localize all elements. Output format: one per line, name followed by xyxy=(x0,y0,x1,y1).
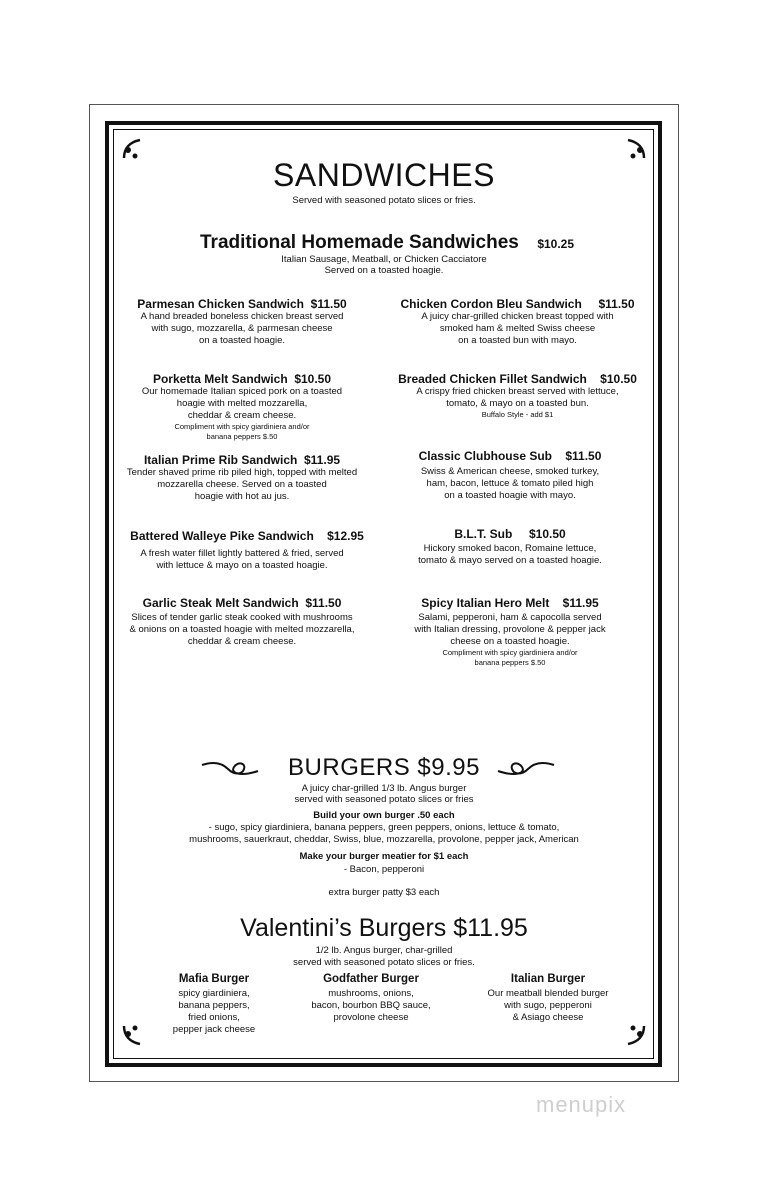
item-note-line: Compliment with spicy giardiniera and/or xyxy=(442,648,578,657)
menu-item-battered-walleye xyxy=(112,529,382,572)
flourish-top-left-icon xyxy=(120,136,146,162)
item-name: Spicy Italian Hero Melt xyxy=(421,596,550,610)
build-your-own-line2: mushrooms, sauerkraut, cheddar, Swiss, blue, mozzarella, provolone, pepper jack, American xyxy=(189,834,579,845)
traditional-heading xyxy=(200,232,574,254)
item-desc-line: tomato, & mayo on a toasted bun. xyxy=(446,398,589,409)
menu-item-chicken-cordon-bleu xyxy=(385,297,650,347)
item-price: $10.50 xyxy=(528,527,566,541)
burger-desc-line: pepper jack cheese xyxy=(172,1024,256,1035)
sandwiches-subtitle: Served with seasoned potato slices or fries. xyxy=(292,195,476,206)
burger-desc-line: provolone cheese xyxy=(333,1012,409,1023)
item-desc-line: tomato & mayo served on a toasted hoagie. xyxy=(418,555,602,566)
valentini-title: Valentini’s Burgers $11.95 xyxy=(240,914,528,942)
burgers-line2: served with seasoned potato slices or fries xyxy=(294,794,474,805)
item-note-line: banana peppers $.50 xyxy=(474,658,546,667)
burger-desc-line: with sugo, pepperoni xyxy=(504,1000,592,1011)
item-desc-line: hoagie with melted mozzarella, xyxy=(176,398,308,409)
burger-name: Godfather Burger xyxy=(323,973,419,985)
burgers-line1: A juicy char-grilled 1/3 lb. Angus burger xyxy=(301,783,467,794)
meatier-title: Make your burger meatier for $1 each xyxy=(299,851,469,862)
item-desc-line: on a toasted hoagie. xyxy=(198,335,286,346)
flourish-top-right-icon xyxy=(622,136,648,162)
burger-desc-line: mushrooms, onions, xyxy=(328,988,414,999)
burger-desc-line: banana peppers, xyxy=(178,1000,250,1011)
item-desc-line: Hickory smoked bacon, Romaine lettuce, xyxy=(423,543,597,554)
item-price: $11.95 xyxy=(562,596,599,610)
meatier-line: - Bacon, pepperoni xyxy=(343,864,425,875)
menu-item-garlic-steak-melt xyxy=(112,596,372,648)
burger-italian xyxy=(468,973,628,1024)
flourish-bottom-right-icon xyxy=(622,1022,648,1048)
burger-desc-line: Our meatball blended burger xyxy=(487,988,609,999)
item-name: Parmesan Chicken Sandwich xyxy=(137,297,304,311)
item-desc-line: & onions on a toasted hoagie with melted mozzarella, xyxy=(129,624,355,635)
item-price: $11.50 xyxy=(598,297,635,311)
item-desc-line: A fresh water fillet lightly battered & fried, served xyxy=(140,548,344,559)
item-desc-line: Swiss & American cheese, smoked turkey, xyxy=(420,466,600,477)
item-desc-line: smoked ham & melted Swiss cheese xyxy=(439,323,596,334)
item-desc-line: on a toasted bun with mayo. xyxy=(458,335,577,346)
burger-mafia xyxy=(144,973,284,1036)
item-desc-line: A hand breaded boneless chicken breast served xyxy=(140,311,344,322)
burger-desc-line: fried onions, xyxy=(188,1012,240,1023)
item-note-line: Buffalo Style - add $1 xyxy=(481,410,554,419)
burger-name: Italian Burger xyxy=(510,973,586,985)
item-price: $11.95 xyxy=(304,453,341,467)
item-note-line: banana peppers $.50 xyxy=(206,432,278,441)
item-desc-line: on a toasted hoagie with mayo. xyxy=(444,490,576,501)
build-your-own-title: Build your own burger .50 each xyxy=(313,810,455,821)
item-desc-line: mozzarella cheese. Served on a toasted xyxy=(157,479,327,490)
valentini-line2: served with seasoned potato slices or fries. xyxy=(293,957,475,968)
watermark: menupix xyxy=(536,1092,627,1117)
item-desc-line: cheddar & cream cheese. xyxy=(187,410,297,421)
item-name: Breaded Chicken Fillet Sandwich xyxy=(398,372,587,386)
traditional-price: $10.25 xyxy=(537,237,575,251)
traditional-line1: Italian Sausage, Meatball, or Chicken Cacciatore xyxy=(281,254,487,265)
traditional-line2: Served on a toasted hoagie. xyxy=(324,265,444,276)
item-price: $10.50 xyxy=(600,372,637,386)
valentini-line1: 1/2 lb. Angus burger, char-grilled xyxy=(315,945,453,956)
item-desc-line: Slices of tender garlic steak cooked with mushrooms xyxy=(131,612,353,623)
menu-item-parmesan-chicken xyxy=(112,297,372,347)
flourish-bottom-left-icon xyxy=(120,1022,146,1048)
item-desc-line: cheddar & cream cheese. xyxy=(187,636,297,647)
traditional-name: Traditional Homemade Sandwiches xyxy=(200,232,519,253)
item-name: Battered Walleye Pike Sandwich xyxy=(130,529,314,543)
item-desc-line: with sugo, mozzarella, & parmesan cheese xyxy=(151,323,333,334)
menu-item-spicy-italian-hero xyxy=(385,596,635,668)
item-name: B.L.T. Sub xyxy=(454,527,513,541)
menu-item-blt-sub xyxy=(385,527,635,567)
build-your-own-line1: - sugo, spicy giardiniera, banana peppers, green peppers, onions, lettuce & tomato, xyxy=(208,822,560,833)
item-desc-line: Salami, pepperoni, ham & capocolla served xyxy=(418,612,602,623)
item-name: Porketta Melt Sandwich xyxy=(152,372,288,386)
burger-name: Mafia Burger xyxy=(178,973,250,985)
menu-item-porketta-melt xyxy=(112,372,372,442)
menu-item-breaded-chicken-fillet xyxy=(385,372,650,420)
extra-patty: extra burger patty $3 each xyxy=(328,887,440,898)
item-desc-line: Tender shaved prime rib piled high, topped with melted xyxy=(126,467,358,478)
item-price: $11.50 xyxy=(565,449,602,463)
item-desc-line: cheese on a toasted hoagie. xyxy=(450,636,570,647)
item-note-line: Compliment with spicy giardiniera and/or xyxy=(174,422,310,431)
item-price: $11.50 xyxy=(310,297,347,311)
item-price: $12.95 xyxy=(327,529,364,543)
burger-desc-line: bacon, bourbon BBQ sauce, xyxy=(311,1000,431,1011)
item-desc-line: with lettuce & mayo on a toasted hoagie. xyxy=(156,560,328,571)
item-name: Garlic Steak Melt Sandwich xyxy=(142,596,299,610)
menu-item-classic-clubhouse xyxy=(385,449,635,502)
burgers-title: BURGERS $9.95 xyxy=(288,754,480,781)
sandwiches-title: SANDWICHES xyxy=(273,157,495,193)
item-desc-line: with Italian dressing, provolone & pepper jack xyxy=(414,624,606,635)
item-name: Italian Prime Rib Sandwich xyxy=(143,453,298,467)
item-desc-line: Our homemade Italian spiced pork on a toasted xyxy=(141,386,343,397)
item-name: Chicken Cordon Bleu Sandwich xyxy=(400,297,582,311)
burger-godfather xyxy=(296,973,446,1024)
item-desc-line: A crispy fried chicken breast served with lettuce, xyxy=(416,386,619,397)
item-price: $11.50 xyxy=(305,596,342,610)
burger-desc-line: & Asiago cheese xyxy=(512,1012,584,1023)
item-desc-line: A juicy char-grilled chicken breast topped with xyxy=(421,311,614,322)
item-name: Classic Clubhouse Sub xyxy=(418,449,552,463)
item-price: $10.50 xyxy=(294,372,332,386)
menu-item-italian-prime-rib xyxy=(112,453,372,503)
item-desc-line: ham, bacon, lettuce & tomato piled high xyxy=(426,478,594,489)
item-desc-line: hoagie with hot au jus. xyxy=(194,491,290,502)
burger-desc-line: spicy giardiniera, xyxy=(178,988,250,999)
